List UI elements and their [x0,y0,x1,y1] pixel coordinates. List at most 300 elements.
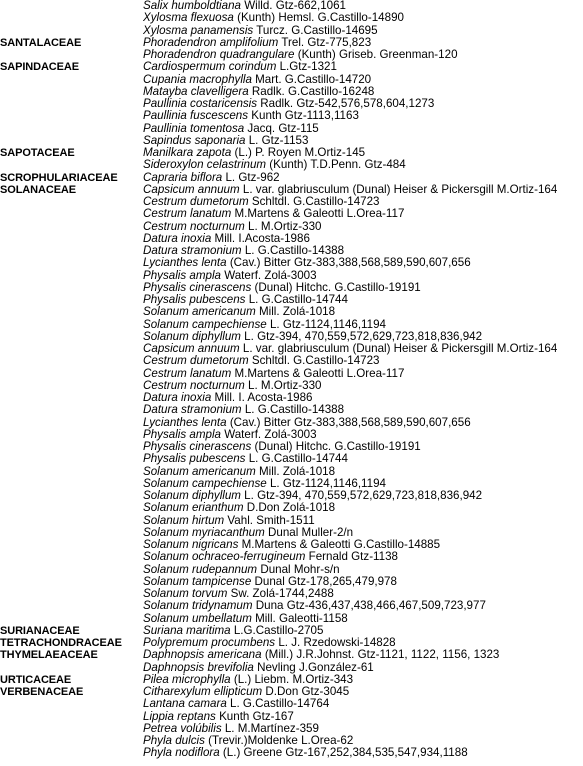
authority-and-collector: Turcz. G.Castillo-14695 [253,24,378,37]
list-row [0,392,583,404]
authority-and-collector: L. Gtz-394, 470,559,572,629,723,818,836,942 [240,330,483,343]
family-name [0,404,143,416]
species-entry [143,600,583,612]
authority-and-collector: Mill. I. Acosta-1986 [211,392,313,404]
authority-and-collector: Schltdl. G.Castillo-14723 [248,355,380,368]
family-name [0,576,143,588]
species-name: Matayba clavelligera [143,85,249,98]
species-entry [143,441,583,453]
authority-and-collector: Radlk. Gtz-542,576,578,604,1273 [257,98,435,110]
family-name: SCROPHULARIACEAE [0,171,118,184]
species-entry [143,184,583,196]
authority-and-collector: L. Gtz-394, 470,559,572,629,723,818,836,942 [240,490,483,502]
list-row [0,25,583,37]
species-name: Xylosma panamensis [143,24,254,37]
species-name: Sapindus saponaria [143,134,246,147]
species-name: Solanum ochraceo-ferrugineum [143,551,306,564]
authority-and-collector: (Cav.) Bitter Gtz-383,388,568,589,590,607,656 [226,416,471,429]
species-entry [143,453,583,465]
list-row [0,429,583,441]
list-row [0,649,583,661]
list-row [0,74,583,86]
list-row [0,711,583,723]
family-name [0,294,143,306]
authority-and-collector: Kunth Gtz-167 [215,710,294,723]
family-name: SURIANACEAE [0,624,80,637]
species-name: Cupania macrophylla [143,73,252,86]
species-entry [143,110,583,122]
species-entry [143,159,583,171]
species-name: Physalis cinerascens [143,441,252,453]
family-name [0,25,143,37]
species-entry [143,294,583,306]
list-row [0,0,583,12]
species-entry [143,515,583,527]
species-name: Phoradendron quadrangulare [143,49,295,61]
family-name [0,662,143,674]
species-name: Lippia reptans [143,710,216,723]
family-name [0,711,143,723]
family-name [0,12,143,24]
list-row [0,49,583,61]
species-entry [143,343,583,355]
family-name [0,613,143,625]
species-entry [143,355,583,367]
species-entry [143,319,583,331]
species-entry [143,564,583,576]
list-row [0,735,583,747]
family-name: SAPOTACEAE [0,147,75,159]
species-name: Capsicum annuum [143,183,240,196]
authority-and-collector: L. G.Castillo-14764 [226,698,330,711]
species-name: Solanum tampicense [143,575,252,588]
species-name: Solanum campechiense [143,318,267,331]
species-name: Cestrum dumetorum [143,355,249,368]
species-entry [143,270,583,282]
family-name [0,417,143,429]
family-name [0,49,143,61]
species-entry [143,466,583,478]
species-entry [143,196,583,208]
authority-and-collector: Mill. Zolá-1018 [255,306,336,319]
family-name [0,282,143,294]
species-name: Solanum torvum [143,588,228,600]
family-name [0,441,143,453]
species-name: Physalis ampla [143,269,221,282]
species-name: Polypremum procumbens [143,637,276,649]
species-name: Physalis pubescens [143,453,246,466]
family-name: SOLANACEAE [0,183,77,196]
family-name [0,196,143,208]
species-entry [143,25,583,37]
species-entry [143,539,583,551]
authority-and-collector: Kunth Gtz-1113,1163 [248,110,359,123]
authority-and-collector: L. M.Ortiz-330 [244,379,322,392]
species-entry [143,392,583,404]
species-entry [143,208,583,220]
species-name: Physalis cinerascens [143,281,252,294]
species-name: Solanum diphyllum [143,490,241,502]
species-entry [143,0,583,12]
authority-and-collector: L. Gtz-1124,1146,1194 [266,318,386,331]
family-name [0,502,143,514]
authority-and-collector: Vahl. Smith-1511 [224,514,315,527]
authority-and-collector: M.Martens & Galeotti L.Orea-117 [231,367,405,380]
family-name: SAPINDACEAE [0,61,79,74]
authority-and-collector: L. J. Rzedowski-14828 [275,637,396,649]
list-row [0,294,583,306]
species-name: Lycianthes lenta [143,416,227,429]
species-name: Paullinia costaricensis [143,98,258,110]
species-name: Solanum nigricans [143,539,239,551]
species-entry [143,221,583,233]
list-row [0,37,583,49]
authority-and-collector: L. Gtz-1124,1146,1194 [266,477,386,490]
authority-and-collector: L. var. glabriusculum (Dunal) Heiser & Pickersgill M.Ortiz-164 [239,183,558,196]
family-name [0,233,143,245]
list-row [0,343,583,355]
species-name: Paullinia tomentosa [143,122,245,135]
authority-and-collector: (L.) Liebm. M.Ortiz-343 [230,673,354,686]
family-name [0,331,143,343]
family-name [0,478,143,490]
species-entry [143,637,583,649]
list-row [0,637,583,649]
species-entry [143,478,583,490]
species-entry [143,172,583,184]
authority-and-collector: Waterf. Zolá-3003 [220,269,317,282]
authority-and-collector: (Kunth) Griseb. Greenman-120 [294,49,458,61]
authority-and-collector: L. G.Castillo-14744 [245,453,348,466]
family-name [0,221,143,233]
list-row [0,600,583,612]
list-row [0,233,583,245]
species-name: Capraria biflora [143,171,223,184]
authority-and-collector: Radlk. G.Castillo-16248 [248,85,375,98]
species-entry [143,490,583,502]
authority-and-collector: (Dunal) Hitchc. G.Castillo-19191 [251,441,421,453]
species-entry [143,98,583,110]
authority-and-collector: (Dunal) Hitchc. G.Castillo-19191 [251,281,421,294]
authority-and-collector: Dunal Mohr-s/n [257,563,340,576]
family-name [0,747,143,759]
family-name [0,123,143,135]
species-name: Cestrum nocturnum [143,379,245,392]
species-entry [143,61,583,73]
species-entry [143,711,583,723]
family-name [0,343,143,355]
list-row [0,747,583,759]
authority-and-collector: Nevling J.González-61 [253,661,374,674]
authority-and-collector: Fernald Gtz-1138 [305,551,398,564]
family-name: URTICACEAE [0,673,72,686]
species-name: Solanum erianthum [143,502,244,515]
authority-and-collector: (Kunth) Hemsl. G.Castillo-14890 [233,12,404,25]
list-row [0,12,583,24]
authority-and-collector: L. Gtz-1153 [245,134,309,147]
family-name [0,257,143,269]
authority-and-collector: (L.) Greene Gtz-167,252,384,535,547,934,1188 [219,747,468,760]
species-name: Solanum diphyllum [143,330,241,343]
family-name [0,270,143,282]
species-name: Solanum americanum [143,465,256,478]
authority-and-collector: Dunal Muller-2/n [264,526,354,539]
species-name: Manilkara zapota [143,147,232,159]
species-entry [143,625,583,637]
family-name [0,135,143,147]
list-row [0,221,583,233]
list-row [0,172,583,184]
list-row [0,527,583,539]
family-name [0,490,143,502]
family-name [0,564,143,576]
authority-and-collector: M.Martens & Galeotti G.Castillo-14885 [238,539,441,551]
species-name: Cestrum lanatum [143,367,232,380]
species-entry [143,135,583,147]
species-name: Solanum rudepannum [143,563,258,576]
authority-and-collector: Waterf. Zolá-3003 [220,428,317,441]
family-name [0,74,143,86]
list-row [0,355,583,367]
species-entry [143,735,583,747]
species-name: Phyla dulcis [143,735,205,747]
species-name: Datura stramonium [143,245,242,257]
species-name: Lantana camara [143,698,227,711]
list-row [0,674,583,686]
family-name [0,392,143,404]
species-entry [143,245,583,257]
list-row [0,698,583,710]
species-entry [143,674,583,686]
species-name: Phoradendron amplifolium [143,36,279,49]
list-row [0,466,583,478]
family-name: SANTALACEAE [0,36,82,49]
species-name: Cardiospermum corindum [143,61,277,74]
family-name [0,466,143,478]
authority-and-collector: (Mill.) J.R.Johnst. Gtz-1121, 1122, 1156, 1323 [261,649,500,662]
list-row [0,404,583,416]
authority-and-collector: Schltdl. G.Castillo-14723 [248,196,380,208]
species-entry [143,147,583,159]
family-name [0,735,143,747]
species-name: Sideroxylon celastrinum [143,159,267,172]
family-name [0,355,143,367]
family-name [0,600,143,612]
species-name: Solanum tridynamum [143,600,253,613]
authority-and-collector: Jacq. Gtz-115 [244,122,319,135]
species-name: Solanum hirtum [143,514,225,527]
authority-and-collector: Dunal Gtz-178,265,479,978 [251,575,397,588]
authority-and-collector: L. M.Ortiz-330 [244,220,322,233]
family-name [0,306,143,318]
species-entry [143,282,583,294]
authority-and-collector: Mill. I.Acosta-1986 [211,232,310,245]
list-row [0,245,583,257]
family-name [0,245,143,257]
species-name: Phyla nodiflora [143,747,220,760]
species-entry [143,576,583,588]
authority-and-collector: Mill. Galeotti-1158 [251,612,348,625]
authority-and-collector: (Kunth) T.D.Penn. Gtz-484 [266,159,406,172]
species-entry [143,257,583,269]
list-row [0,686,583,698]
authority-and-collector: L. M.Martínez-359 [221,722,319,735]
list-row [0,613,583,625]
authority-and-collector: Mart. G.Castillo-14720 [251,73,372,86]
species-entry [143,404,583,416]
species-name: Datura inoxia [143,232,212,245]
family-name [0,86,143,98]
authority-and-collector: Mill. Zolá-1018 [255,465,336,478]
authority-and-collector: D.Don Gtz-3045 [262,686,350,698]
species-entry [143,233,583,245]
authority-and-collector: L. G.Castillo-14388 [241,404,345,417]
list-row [0,723,583,735]
list-row [0,306,583,318]
family-name [0,539,143,551]
species-entry [143,417,583,429]
species-entry [143,123,583,135]
species-entry [143,74,583,86]
species-name: Citharexylum ellipticum [143,686,263,698]
species-entry [143,86,583,98]
list-row [0,135,583,147]
authority-and-collector: M.Martens & Galeotti L.Orea-117 [231,208,405,221]
authority-and-collector: (Cav.) Bitter Gtz-383,388,568,589,590,607,656 [226,257,471,270]
family-name [0,368,143,380]
list-row [0,539,583,551]
species-name: Datura inoxia [143,392,212,404]
family-name [0,527,143,539]
species-entry [143,551,583,563]
authority-and-collector: Sw. Zolá-1744,2488 [227,588,334,600]
species-name: Cestrum dumetorum [143,196,249,208]
species-entry [143,380,583,392]
list-row [0,196,583,208]
family-name: VERBENACEAE [0,686,84,698]
species-entry [143,12,583,24]
family-name [0,98,143,110]
list-row [0,588,583,600]
authority-and-collector: L. G.Castillo-14388 [241,245,345,257]
authority-and-collector: L.G.Castillo-2705 [230,624,324,637]
species-entry [143,649,583,661]
list-row [0,257,583,269]
species-name: Solanum campechiense [143,477,267,490]
list-row [0,551,583,563]
family-name [0,515,143,527]
species-entry [143,698,583,710]
family-name: THYMELAEACEAE [0,649,98,662]
list-row [0,515,583,527]
authority-and-collector: L. var. glabriusculum (Dunal) Heiser & Pickersgill M.Ortiz-164 [239,343,558,355]
list-row [0,502,583,514]
species-entry [143,686,583,698]
authority-and-collector: L. Gtz-962 [222,171,280,184]
species-name: Xylosma flexuosa [143,12,234,25]
list-row [0,184,583,196]
species-entry [143,502,583,514]
family-name [0,698,143,710]
authority-and-collector: L.Gtz-1321 [276,61,337,74]
list-row [0,368,583,380]
list-row [0,159,583,171]
family-name [0,551,143,563]
species-name: Physalis pubescens [143,294,246,306]
list-row [0,490,583,502]
list-row [0,282,583,294]
species-entry [143,723,583,735]
species-name: Datura stramonium [143,404,242,417]
authority-and-collector: L. G.Castillo-14744 [245,294,348,306]
species-name: Suriana maritima [143,624,231,637]
family-name [0,453,143,465]
species-entry [143,588,583,600]
species-entry [143,306,583,318]
authority-and-collector: (Trevir.)Moldenke L.Orea-62 [204,735,354,747]
family-name [0,208,143,220]
list-row [0,576,583,588]
species-name: Physalis ampla [143,428,221,441]
species-name: Pilea microphylla [143,673,231,686]
list-row [0,270,583,282]
species-name: Capsicum annuum [143,343,240,355]
species-name: Daphnopsis americana [143,649,262,662]
species-entry [143,429,583,441]
list-row [0,98,583,110]
list-row [0,331,583,343]
species-entry [143,368,583,380]
list-row [0,478,583,490]
family-name [0,110,143,122]
family-name [0,588,143,600]
species-name: Cestrum nocturnum [143,220,245,233]
family-name [0,0,143,12]
family-name: TETRACHONDRACEAE [0,637,122,649]
species-entry [143,613,583,625]
species-entry [143,49,583,61]
species-name: Cestrum lanatum [143,208,232,221]
family-name [0,319,143,331]
list-row [0,110,583,122]
family-name [0,429,143,441]
authority-and-collector: (L.) P. Royen M.Ortiz-145 [231,147,366,159]
list-row [0,625,583,637]
list-row [0,147,583,159]
species-entry [143,37,583,49]
list-row [0,319,583,331]
list-row [0,208,583,220]
species-name: Petrea volúbilis [143,722,222,735]
family-name [0,159,143,171]
list-row [0,441,583,453]
species-entry [143,331,583,343]
species-name: Solanum myriacanthum [143,526,265,539]
authority-and-collector: Duna Gtz-436,437,438,466,467,509,723,977 [252,600,486,613]
species-name: Lycianthes lenta [143,257,227,270]
species-name: Daphnopsis brevifolia [143,661,254,674]
list-row [0,61,583,73]
species-name: Solanum umbellatum [143,612,252,625]
list-row [0,662,583,674]
list-row [0,86,583,98]
authority-and-collector: D.Don Zolá-1018 [243,502,336,515]
species-name: Paullinia fuscescens [143,110,249,123]
list-row [0,453,583,465]
list-row [0,564,583,576]
list-row [0,380,583,392]
species-entry [143,527,583,539]
